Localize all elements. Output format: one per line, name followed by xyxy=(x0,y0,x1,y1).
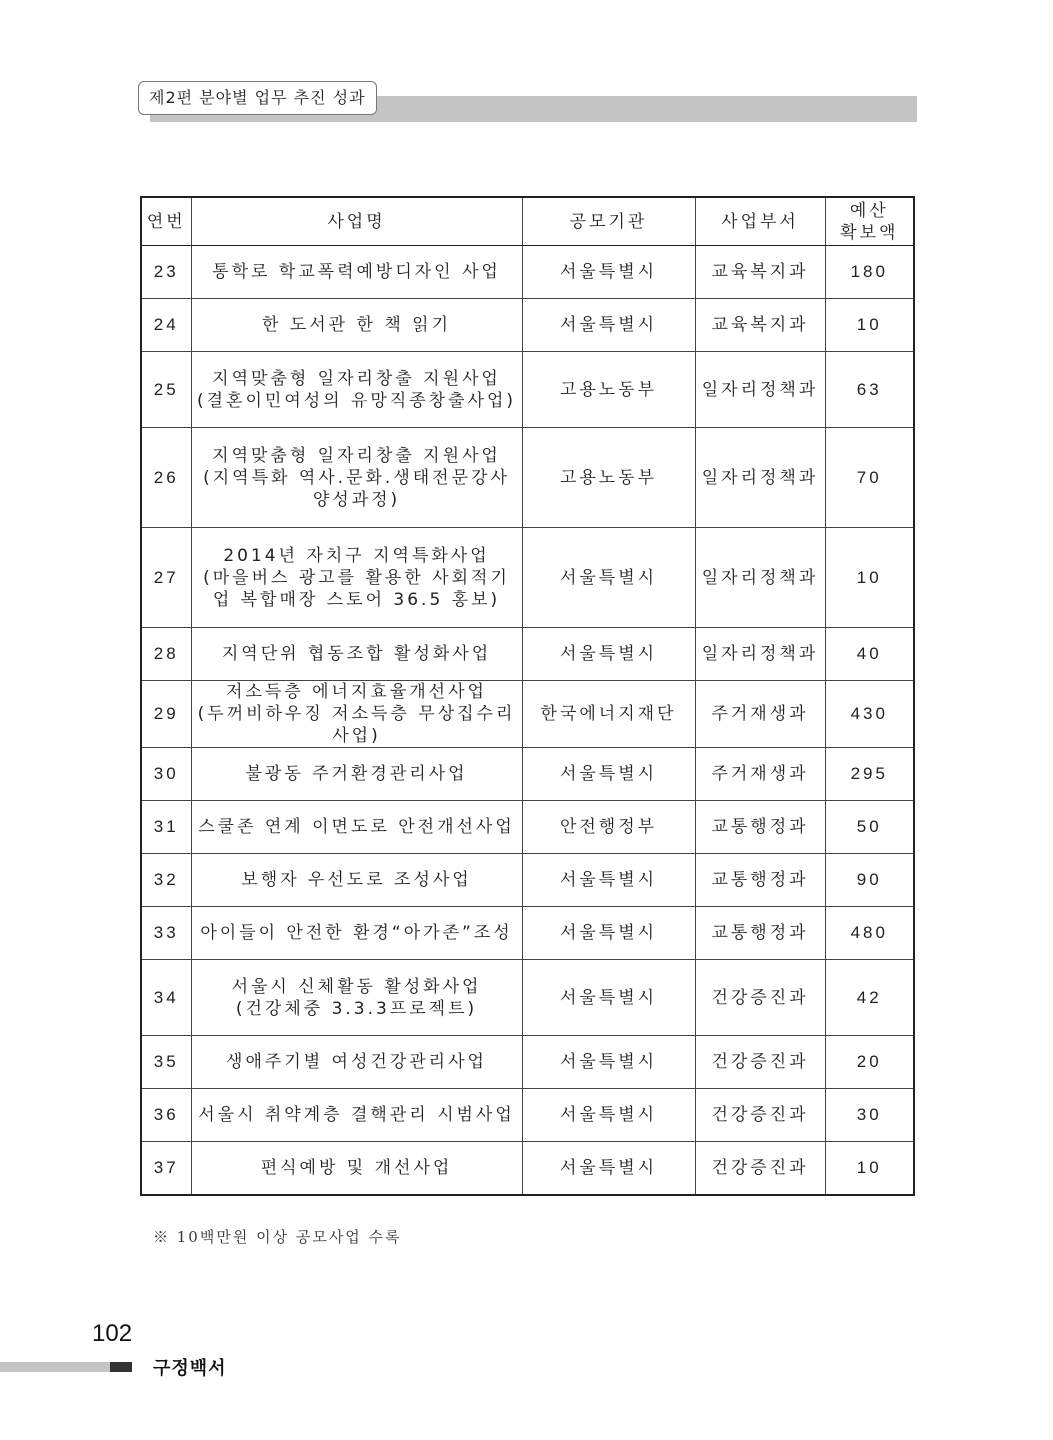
cell-budget: 20 xyxy=(825,1036,914,1089)
cell-budget: 70 xyxy=(825,428,914,528)
cell-dept: 교통행정과 xyxy=(695,854,825,907)
cell-dept: 일자리정책과 xyxy=(695,352,825,428)
cell-agency: 한국에너지재단 xyxy=(522,681,695,748)
cell-no: 23 xyxy=(141,246,191,299)
cell-budget: 295 xyxy=(825,748,914,801)
cell-project-name: 2014년 자치구 지역특화사업 (마을버스 광고를 활용한 사회적기 업 복합매장 스토어 36.5 홍보) xyxy=(191,528,522,628)
project-table xyxy=(140,196,915,1196)
cell-budget: 42 xyxy=(825,960,914,1036)
section-title: 제2편 분야별 업무 추진 성과 xyxy=(138,81,377,115)
cell-agency: 서울특별시 xyxy=(522,960,695,1036)
cell-no: 26 xyxy=(141,428,191,528)
cell-agency: 서울특별시 xyxy=(522,1036,695,1089)
cell-agency: 서울특별시 xyxy=(522,907,695,960)
cell-budget: 30 xyxy=(825,1089,914,1142)
cell-budget: 63 xyxy=(825,352,914,428)
cell-project-name: 서울시 취약계층 결핵관리 시범사업 xyxy=(191,1089,522,1142)
cell-dept: 일자리정책과 xyxy=(695,428,825,528)
footnote: ※ 10백만원 이상 공모사업 수록 xyxy=(153,1228,402,1246)
cell-dept: 건강증진과 xyxy=(695,960,825,1036)
cell-dept: 일자리정책과 xyxy=(695,528,825,628)
cell-project-name: 보행자 우선도로 조성사업 xyxy=(191,854,522,907)
table-row xyxy=(141,528,914,628)
cell-no: 37 xyxy=(141,1142,191,1195)
column-header-dept: 사업부서 xyxy=(695,197,825,246)
cell-agency: 고용노동부 xyxy=(522,428,695,528)
cell-project-name: 저소득층 에너지효율개선사업 (두꺼비하우징 저소득층 무상집수리사업) xyxy=(191,681,522,748)
cell-no: 36 xyxy=(141,1089,191,1142)
table-row xyxy=(141,1142,914,1195)
cell-budget: 10 xyxy=(825,299,914,352)
cell-dept: 일자리정책과 xyxy=(695,628,825,681)
book-title: 구정백서 xyxy=(153,1358,227,1379)
cell-budget: 430 xyxy=(825,681,914,748)
cell-no: 34 xyxy=(141,960,191,1036)
cell-dept: 건강증진과 xyxy=(695,1142,825,1195)
cell-project-name: 통학로 학교폭력예방디자인 사업 xyxy=(191,246,522,299)
table-row xyxy=(141,960,914,1036)
cell-no: 35 xyxy=(141,1036,191,1089)
cell-agency: 서울특별시 xyxy=(522,1142,695,1195)
footer-bar xyxy=(0,1362,110,1372)
table-row xyxy=(141,748,914,801)
cell-project-name: 지역단위 협동조합 활성화사업 xyxy=(191,628,522,681)
cell-budget: 180 xyxy=(825,246,914,299)
cell-no: 29 xyxy=(141,681,191,748)
footer-bar-accent xyxy=(110,1362,132,1372)
cell-no: 28 xyxy=(141,628,191,681)
table-row xyxy=(141,854,914,907)
column-header-no: 연번 xyxy=(141,197,191,246)
cell-project-name: 스쿨존 연계 이면도로 안전개선사업 xyxy=(191,801,522,854)
cell-budget: 10 xyxy=(825,1142,914,1195)
cell-project-name: 지역맞춤형 일자리창출 지원사업 (결혼이민여성의 유망직종창출사업) xyxy=(191,352,522,428)
page-number: 102 xyxy=(92,1320,133,1347)
cell-budget: 480 xyxy=(825,907,914,960)
cell-no: 32 xyxy=(141,854,191,907)
cell-agency: 서울특별시 xyxy=(522,528,695,628)
cell-no: 24 xyxy=(141,299,191,352)
cell-no: 33 xyxy=(141,907,191,960)
table-row xyxy=(141,352,914,428)
cell-budget: 10 xyxy=(825,528,914,628)
cell-dept: 교육복지과 xyxy=(695,246,825,299)
cell-agency: 서울특별시 xyxy=(522,628,695,681)
table-row xyxy=(141,907,914,960)
cell-project-name: 지역맞춤형 일자리창출 지원사업 (지역특화 역사.문화.생태전문강사 양성과정) xyxy=(191,428,522,528)
cell-dept: 교통행정과 xyxy=(695,801,825,854)
table-row xyxy=(141,1036,914,1089)
cell-budget: 50 xyxy=(825,801,914,854)
cell-dept: 교육복지과 xyxy=(695,299,825,352)
table-row xyxy=(141,428,914,528)
cell-dept: 건강증진과 xyxy=(695,1036,825,1089)
table-row xyxy=(141,628,914,681)
cell-agency: 서울특별시 xyxy=(522,246,695,299)
cell-project-name: 불광동 주거환경관리사업 xyxy=(191,748,522,801)
table-row xyxy=(141,246,914,299)
cell-agency: 안전행정부 xyxy=(522,801,695,854)
column-header-name: 사업명 xyxy=(191,197,522,246)
table-row xyxy=(141,801,914,854)
cell-agency: 고용노동부 xyxy=(522,352,695,428)
cell-no: 31 xyxy=(141,801,191,854)
cell-budget: 90 xyxy=(825,854,914,907)
cell-dept: 주거재생과 xyxy=(695,748,825,801)
cell-dept: 교통행정과 xyxy=(695,907,825,960)
cell-agency: 서울특별시 xyxy=(522,748,695,801)
cell-project-name: 아이들이 안전한 환경“아가존”조성 xyxy=(191,907,522,960)
cell-no: 27 xyxy=(141,528,191,628)
table-row xyxy=(141,681,914,748)
column-header-budget: 예산 확보액 xyxy=(825,197,914,246)
table-row xyxy=(141,1089,914,1142)
table-header-row xyxy=(141,197,914,246)
cell-agency: 서울특별시 xyxy=(522,854,695,907)
cell-project-name: 편식예방 및 개선사업 xyxy=(191,1142,522,1195)
cell-agency: 서울특별시 xyxy=(522,299,695,352)
cell-project-name: 생애주기별 여성건강관리사업 xyxy=(191,1036,522,1089)
table-row xyxy=(141,299,914,352)
cell-no: 30 xyxy=(141,748,191,801)
cell-project-name: 서울시 신체활동 활성화사업 (건강체중 3.3.3프로젝트) xyxy=(191,960,522,1036)
cell-dept: 주거재생과 xyxy=(695,681,825,748)
cell-no: 25 xyxy=(141,352,191,428)
cell-budget: 40 xyxy=(825,628,914,681)
cell-dept: 건강증진과 xyxy=(695,1089,825,1142)
table-body xyxy=(141,246,914,1195)
column-header-agency: 공모기관 xyxy=(522,197,695,246)
cell-project-name: 한 도서관 한 책 읽기 xyxy=(191,299,522,352)
cell-agency: 서울특별시 xyxy=(522,1089,695,1142)
